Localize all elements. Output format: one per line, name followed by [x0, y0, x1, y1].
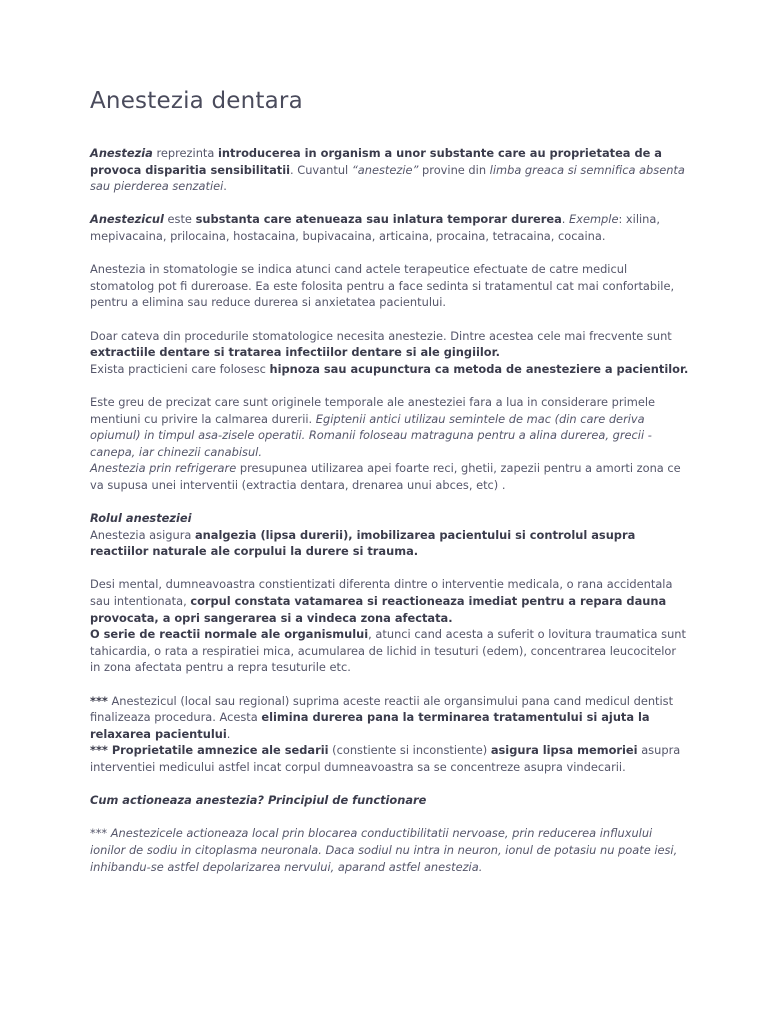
term-anestezicul: Anestezicul	[90, 212, 164, 227]
text: provine din	[418, 162, 490, 177]
section-heading-functionare: Cum actioneaza anestezia? Principiul de functionare	[90, 793, 427, 808]
text: . Cuvantul	[290, 162, 352, 177]
paragraph-definition	[90, 145, 690, 195]
section-heading-rol: Rolul anesteziei	[90, 511, 192, 526]
italic-text: Anestezia prin refrigerare	[90, 461, 237, 476]
text: .	[561, 212, 570, 227]
page-title: Anestezia dentara	[90, 88, 303, 114]
text: Anestezia asigura	[90, 527, 195, 542]
document-body	[90, 145, 690, 892]
paragraph-suprimare	[90, 693, 690, 776]
italic-text: Exemple	[569, 212, 619, 227]
text: .	[226, 726, 231, 741]
paragraph-reactii	[90, 576, 690, 676]
text: asupra interventiei medicului astfel incat corpul dumneavoastra sa se concentreze asupra vindecarii.	[90, 743, 681, 774]
paragraph-stomatologie: Anestezia in stomatologie se indica atunci cand actele terapeutice efectuate de catre medicul stomatolog pot fi dureroase. Ea este folosita pentru a face sedinta si tratamentul cat mai confortabile, pentru a elimina sau reduce durerea si anxietatea pacientului.	[90, 262, 675, 310]
paragraph-anestezic	[90, 211, 690, 244]
text: reprezinta	[152, 146, 218, 160]
italic-text: “anestezie”	[351, 162, 419, 177]
paragraph-heading-functionare	[90, 792, 690, 809]
italic-text: Egiptenii antici utilizau semintele de mac (din care deriva opiumul) in timpul asa-zisele operatii. Romanii foloseau matraguna pentru a alina durerea, grecii - canepa, iar chinezii canabisul.	[90, 411, 652, 459]
bold-text: substanta care atenueaza sau inlatura temporar durerea	[195, 212, 562, 227]
bold-text: asigura lipsa memoriei	[490, 743, 638, 758]
bold-text: O serie de reactii normale ale organismului	[90, 627, 369, 642]
text: (constiente si inconstiente)	[328, 743, 491, 758]
text: Anestezicul (local sau regional) suprima aceste reactii ale organsimului pana cand medicul dentist finalizeaza procedura. Acesta	[90, 693, 674, 725]
italic-text: *** Anestezicele actioneaza local prin blocarea conductibilitatii nervoase, prin reducerea influxului ionilor de sodiu in citoplasma neuronala. Daca sodiul nu intra in neuron, ionul de potasiu nu poate iesi, inhibandu-se astfel depolarizarea nervului, aparand astfel anestezia.	[90, 826, 678, 874]
italic-text: limba greaca si semnifica absenta sau pierderea senzatiei	[90, 162, 685, 194]
bold-text: corpul constata vatamarea si reactioneaza imediat pentru a repara dauna provocata, a opri sangerarea si a vindeca zona afectata.	[90, 594, 667, 625]
text: .	[223, 179, 227, 194]
text: Este greu de precizat care sunt originele temporale ale anesteziei fara a lua in considerare primele mentiuni cu privire la calmarea durerii.	[90, 394, 656, 426]
paragraph-proceduri	[90, 328, 690, 378]
text: Exista practicieni care folosesc	[90, 361, 270, 376]
bold-text: analgezia (lipsa durerii), imobilizarea pacientului si controlul asupra reactiilor naturale ale corpului la durere si trauma.	[90, 527, 636, 559]
text: presupunea utilizarea apei foarte reci, ghetii, zapezii pentru a amorti zona ce va supusa unei interventii (extractia dentara, drenarea unui abces, etc) .	[90, 461, 681, 492]
text: Desi mental, dumneavoastra constientizati diferenta dintre o interventie medicala, o rana accidentala sau intentionata,	[90, 577, 673, 609]
text: , atunci cand acesta a suferit o lovitura traumatica sunt tahicardia, o rata a respiratiei mica, acumularea de lichid in tesuturi (edem), concentrarea leucocitelor in zona afectata pentru a repra tesuturile etc.	[90, 627, 686, 675]
bold-text: introducerea in organism a unor substante care au proprietatea de a provoca disparitia sensibilitatii	[90, 146, 662, 177]
paragraph-istoric	[90, 394, 690, 494]
text: Doar cateva din procedurile stomatologice necesita anestezie. Dintre acestea cele mai frecvente sunt	[90, 328, 672, 343]
bold-text: *** Proprietatile amnezice ale sedarii	[90, 743, 329, 758]
bullet-stars: ***	[90, 693, 108, 708]
bold-text: elimina durerea pana la terminarea tratamentului si ajuta la relaxarea pacientului	[90, 710, 650, 741]
text: : xilina, mepivacaina, prilocaina, hostacaina, bupivacaina, articaina, procaina, tetracaina, cocaina.	[90, 212, 660, 243]
bold-text: hipnoza sau acupunctura ca metoda de anesteziere a pacientilor.	[269, 361, 689, 376]
paragraph-rol	[90, 510, 690, 560]
term-anestezia: Anestezia	[90, 146, 153, 160]
bold-text: extractiile dentare si tratarea infectiilor dentare si ale gingiilor.	[90, 345, 500, 360]
paragraph-mecanism	[90, 825, 690, 875]
text: este	[163, 212, 196, 227]
